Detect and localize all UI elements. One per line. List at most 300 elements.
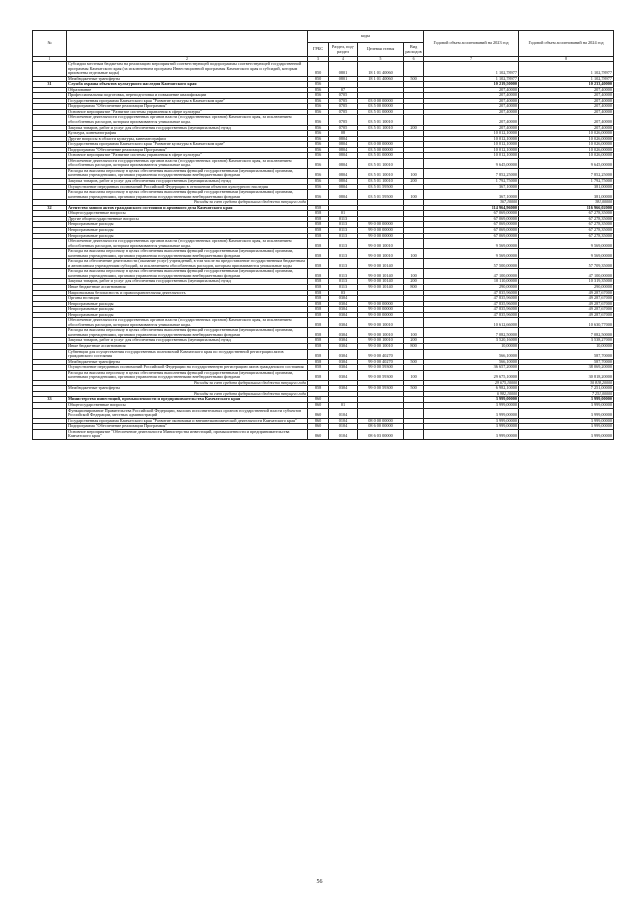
cell-target-article: 99 0 00 00000 (358, 312, 404, 318)
header-num: № (33, 31, 67, 57)
cell-grbs: 860 (308, 397, 329, 403)
cell-amount-2023: 566,10000 (424, 359, 519, 365)
cell-amount-2024: 3 538,27000 (519, 338, 614, 344)
cell-target-article: 99 0 00 00000 (358, 307, 404, 313)
cell-grbs: 856 (308, 82, 329, 88)
header-2023: Годовой объем ассигнований на 2023 год (424, 31, 519, 57)
cell-amount-2024: 587,70000 (519, 359, 614, 365)
cell-amount-2024: 9 645,00000 (519, 158, 614, 168)
row-name: Закупка товаров, работ и услуг для обеспечения государственных (муниципальных) нужд (67, 125, 308, 131)
row-name: Агентство записи актов гражданского состояния и архивного дела Камчатского края (67, 205, 308, 211)
cell-razdel: 0304 (329, 365, 358, 371)
cell-grbs: 858 (308, 318, 329, 328)
cell-expense-type: 200 (404, 125, 424, 131)
cell-razdel: 0801 (329, 76, 358, 82)
cell-amount-2023: 3 999,00000 (424, 408, 519, 418)
cell-amount-2024: 3 999,00000 (519, 424, 614, 430)
cell-razdel: 08 (329, 131, 358, 137)
cell-grbs: 860 (308, 418, 329, 424)
cell-grbs: 856 (308, 131, 329, 137)
header-razdel: Раздел, под-раздел (329, 43, 358, 57)
row-name: Профессиональная подготовка, переподготовка и повышение квалификации (67, 93, 308, 99)
cell-grbs: 858 (308, 343, 329, 349)
cell-expense-type (404, 408, 424, 418)
cell-amount-2024: 9 569,00000 (519, 249, 614, 259)
col-index: 8 (519, 57, 614, 62)
cell-amount-2024: 10 630,77000 (519, 318, 614, 328)
cell-amount-2024: 10 026,00000 (519, 147, 614, 153)
cell-razdel: 0113 (329, 233, 358, 239)
cell-grbs: 858 (308, 284, 329, 290)
cell-amount-2023: 10 012,10000 (424, 131, 519, 137)
cell-grbs: 856 (308, 168, 329, 178)
cell-razdel: 07 (329, 87, 358, 93)
row-name: Расходы на выплаты персоналу в целях обеспечения выполнения функций государственными (муниципальными) органами, казенными учреждениями, органами управления государственными внебюджетными фондами (67, 249, 308, 259)
row-name: Расходы за счет средств федерального бюджета текущего года (67, 380, 308, 386)
cell-expense-type: 200 (404, 338, 424, 344)
cell-amount-2024: 67 278,35000 (519, 227, 614, 233)
cell-target-article: 03 5 01 59500 (358, 184, 404, 190)
row-name: Межбюджетные трансферты (67, 76, 308, 82)
cell-grbs: 860 (308, 424, 329, 430)
col-index: 3 (308, 57, 329, 62)
cell-amount-2024: 49 287,67000 (519, 312, 614, 318)
cell-amount-2023: 3 999,00000 (424, 429, 519, 439)
cell-amount-2023: 207,40000 (424, 93, 519, 99)
cell-amount-2023: 566,10000 (424, 349, 519, 359)
cell-grbs: 858 (308, 301, 329, 307)
cell-grbs: 858 (308, 205, 329, 211)
row-name: Обеспечение деятельности государственных органов власти (государственных органов) Камчатского края, за исключением обособленных расходов, которым присваиваются уникальные коды. (67, 158, 308, 168)
header-csr: Целевая статья (358, 43, 404, 57)
row-name: Государственная программа Камчатского края "Развитие экономики и внешнеэкономической деятельности Камчатского края" (67, 418, 308, 424)
cell-amount-2024: 7 852,25000 (519, 168, 614, 178)
cell-amount-2024: 10 026,00000 (519, 131, 614, 137)
cell-target-article: 99 0 00 10010 (358, 318, 404, 328)
cell-amount-2023: 207,40000 (424, 98, 519, 104)
row-name: Другие вопросы в области культуры, кинематографии (67, 136, 308, 142)
row-name: Обеспечение деятельности государственных органов власти (государственных органов) Камчатского края, за исключением обособленных расходов, которым присваиваются уникальные коды. (67, 318, 308, 328)
cell-amount-2023: 7 852,25000 (424, 168, 519, 178)
cell-amount-2024: 38 069,20000 (519, 365, 614, 371)
cell-amount-2023: 10 012,10000 (424, 153, 519, 159)
cell-grbs: 858 (308, 216, 329, 222)
header-grbs: ГРБС (308, 43, 329, 57)
cell-razdel: 0113 (329, 284, 358, 290)
row-name: Общегосударственные вопросы (67, 403, 308, 409)
cell-razdel: 0104 (329, 424, 358, 430)
cell-razdel: 0804 (329, 168, 358, 178)
cell-target-article: 08 6 03 00000 (358, 429, 404, 439)
table-row (33, 168, 614, 178)
row-name: Расходы на выплаты персоналу в целях обеспечения выполнения функций государственными (муниципальными) органами, казенными учреждениями, органами управления государственными внебюджетными фондами (67, 168, 308, 178)
cell-amount-2024: 3 999,00000 (519, 418, 614, 424)
cell-amount-2023: 207,40000 (424, 115, 519, 125)
cell-amount-2023: 47 835,96000 (424, 307, 519, 313)
row-name: Расходы на выплаты персоналу в целях обеспечения выполнения функций государственными (муниципальными) органами, казенными учреждениями, органами управления государственными внебюджетными фондами (67, 328, 308, 338)
cell-target-article: 08 0 00 00000 (358, 418, 404, 424)
row-number: 33 (33, 397, 67, 403)
cell-target-article: 18 1 01 40060 (358, 76, 404, 82)
row-number (33, 429, 67, 439)
cell-amount-2023: 1 102,78977 (424, 62, 519, 77)
cell-amount-2024: 49 287,67000 (519, 290, 614, 296)
cell-amount-2024: 49 287,67000 (519, 296, 614, 302)
cell-razdel: 0304 (329, 312, 358, 318)
cell-amount-2023: 10 110,00000 (424, 279, 519, 285)
cell-razdel: 0304 (329, 386, 358, 392)
table-row (33, 370, 614, 380)
row-name: Иные бюджетные ассигнования (67, 343, 308, 349)
cell-razdel: 0104 (329, 429, 358, 439)
cell-amount-2023: 67 069,00000 (424, 222, 519, 228)
row-number (33, 269, 67, 279)
cell-grbs: 858 (308, 312, 329, 318)
row-number (33, 408, 67, 418)
cell-target-article: 03 5 01 59500 (358, 190, 404, 200)
cell-expense-type: 100 (404, 168, 424, 178)
cell-target-article: 03 5 01 10010 (358, 115, 404, 125)
row-name: Министерство инвестиций, промышленности и предпринимательства Камчатского края (67, 397, 308, 403)
cell-expense-type (404, 158, 424, 168)
table-row (33, 249, 614, 259)
table-row (33, 349, 614, 359)
cell-target-article: 03 0 00 00000 (358, 98, 404, 104)
cell-target-article: 99 0 00 10010 (358, 343, 404, 349)
header-2024: Годовой объем ассигнований на 2024 год (519, 31, 614, 57)
cell-amount-2023: 10 219,50000 (424, 82, 519, 88)
table-row (33, 269, 614, 279)
cell-razdel: 0304 (329, 301, 358, 307)
cell-amount-2024: 7 082,50000 (519, 328, 614, 338)
cell-target-article: 99 0 00 10140 (358, 284, 404, 290)
cell-amount-2023: 1 792,75000 (424, 179, 519, 185)
cell-grbs: 858 (308, 233, 329, 239)
table-body (33, 62, 614, 440)
table-row (33, 115, 614, 125)
cell-amount-2023: 9 645,00000 (424, 158, 519, 168)
cell-amount-2023: 207,40000 (424, 109, 519, 115)
row-name: Осуществление переданных полномочий Российской Федерации на государственную регистрацию актов гражданского состояния (67, 365, 308, 371)
cell-amount-2024: 207,40000 (519, 87, 614, 93)
row-name: Подпрограмма "Обеспечение реализации Программы" (67, 104, 308, 110)
row-name: Основное мероприятие "Развитие системы управления в сфере культуры" (67, 153, 308, 159)
cell-amount-2024: 67 278,35000 (519, 222, 614, 228)
cell-grbs: 860 (308, 408, 329, 418)
cell-amount-2023: 290,00000 (424, 284, 519, 290)
row-name: Межбюджетные трансферты (67, 386, 308, 392)
header-vid: Вид расходов (404, 43, 424, 57)
cell-razdel: 0705 (329, 98, 358, 104)
row-name: Расходы за счет средств федерального бюджета текущего года (67, 200, 308, 206)
row-name: Государственная программа Камчатского края "Развитие культуры в Камчатском крае" (67, 98, 308, 104)
row-number: 31 (33, 82, 67, 88)
cell-amount-2023: 1 102,78977 (424, 76, 519, 82)
cell-razdel: 0113 (329, 227, 358, 233)
cell-grbs: 856 (308, 125, 329, 131)
col-index: 4 (329, 57, 358, 62)
cell-razdel: 0304 (329, 328, 358, 338)
cell-razdel: 0304 (329, 370, 358, 380)
table-row (33, 259, 614, 269)
row-name: Расходы на обеспечение деятельности (оказание услуг) учреждений, в том числе на предоставление государственным бюджетным и автономным учреждениям субсидий, за исключением обособленных расходов, которым присваиваются уникальные коды (67, 259, 308, 269)
cell-expense-type: 500 (404, 76, 424, 82)
cell-razdel: 0304 (329, 296, 358, 302)
cell-amount-2023: 3 999,00000 (424, 397, 519, 403)
row-number: 32 (33, 205, 67, 211)
cell-amount-2024: 67 278,35000 (519, 233, 614, 239)
cell-grbs: 858 (308, 370, 329, 380)
cell-amount-2023: 3 999,00000 (424, 418, 519, 424)
cell-target-article (358, 408, 404, 418)
table-row (33, 62, 614, 77)
cell-amount-2023: 367,10000 (424, 184, 519, 190)
cell-amount-2024: 30 818,20000 (519, 380, 614, 386)
cell-grbs: 858 (308, 359, 329, 365)
cell-amount-2024: 3 999,00000 (519, 408, 614, 418)
row-number (33, 190, 67, 200)
row-name: Обеспечение деятельности государственных органов власти (государственных органов) Камчатского края, за исключением обособленных расходов, которым присваиваются уникальные коды. (67, 115, 308, 125)
cell-amount-2024: 207,40000 (519, 125, 614, 131)
cell-amount-2024: 587,70000 (519, 349, 614, 359)
cell-razdel: 0104 (329, 418, 358, 424)
cell-expense-type (404, 62, 424, 77)
row-name: Закупка товаров, работ и услуг для обеспечения государственных (муниципальных) нужд (67, 179, 308, 185)
row-number (33, 168, 67, 178)
cell-grbs: 856 (308, 153, 329, 159)
cell-razdel: 0113 (329, 249, 358, 259)
cell-grbs: 860 (308, 429, 329, 439)
cell-grbs: 856 (308, 184, 329, 190)
cell-target-article: 03 5 01 10010 (358, 158, 404, 168)
cell-amount-2023: 9 569,00000 (424, 239, 519, 249)
row-name: Органы юстиции (67, 296, 308, 302)
row-name: Закупка товаров, работ и услуг для обеспечения государственных (муниципальных) нужд (67, 279, 308, 285)
cell-target-article: 99 0 00 59300 (358, 365, 404, 371)
cell-amount-2023: 10 012,10000 (424, 136, 519, 142)
cell-amount-2024: 10,00000 (519, 343, 614, 349)
cell-target-article: 03 5 01 10010 (358, 179, 404, 185)
cell-target-article: 99 0 00 00000 (358, 233, 404, 239)
row-name: Непрограммные расходы (67, 312, 308, 318)
table-row (33, 239, 614, 249)
cell-amount-2023: 67 069,00000 (424, 227, 519, 233)
col-index: 2 (67, 57, 308, 62)
cell-razdel: 0304 (329, 318, 358, 328)
cell-amount-2024: 3 999,00000 (519, 429, 614, 439)
cell-target-article: 99 0 00 59300 (358, 386, 404, 392)
row-name: Национальная безопасность и правоохранительная деятельность (67, 290, 308, 296)
cell-target-article: 03 5 01 10010 (358, 125, 404, 131)
cell-amount-2023: 47 835,96000 (424, 301, 519, 307)
cell-amount-2024: 10 026,00000 (519, 136, 614, 142)
row-name: Расходы на выплаты персоналу в целях обеспечения выполнения функций государственными (муниципальными) органами, казенными учреждениями, органами управления государственными внебюджетными фондами (67, 370, 308, 380)
cell-amount-2023: 3 999,00000 (424, 424, 519, 430)
cell-amount-2023: 3 999,00000 (424, 403, 519, 409)
row-number (33, 115, 67, 125)
table-row (33, 158, 614, 168)
cell-amount-2024: 207,40000 (519, 109, 614, 115)
row-number (33, 259, 67, 269)
cell-grbs: 858 (308, 328, 329, 338)
cell-amount-2023: 10 012,10000 (424, 147, 519, 153)
table-row (33, 318, 614, 328)
cell-grbs: 858 (308, 365, 329, 371)
cell-razdel: 01 (329, 403, 358, 409)
cell-razdel: 0804 (329, 153, 358, 159)
cell-amount-2023: 67 069,00000 (424, 211, 519, 217)
col-index: 7 (424, 57, 519, 62)
cell-amount-2024: 207,40000 (519, 115, 614, 125)
row-name: Служба охраны объектов культурного наследия Камчатского края (67, 82, 308, 88)
cell-target-article: 03 5 01 00000 (358, 109, 404, 115)
cell-grbs: 858 (308, 338, 329, 344)
cell-grbs: 850 (308, 62, 329, 77)
cell-razdel: 0804 (329, 136, 358, 142)
col-index: 5 (358, 57, 404, 62)
cell-amount-2023: 47 100,00000 (424, 269, 519, 279)
cell-expense-type (404, 239, 424, 249)
cell-expense-type (404, 429, 424, 439)
cell-expense-type: 200 (404, 179, 424, 185)
row-name: Общегосударственные вопросы (67, 211, 308, 217)
row-name: Расходы на выплаты персоналу в целях обеспечения выполнения функций государственными (муниципальными) органами, казенными учреждениями, органами управления государственными внебюджетными фондами (67, 269, 308, 279)
row-name: Субсидии местным бюджетам на реализацию мероприятий соответствующей подпрограммы соответствующей государственной программы Камчатского края (за исключением программ Инвестиционной программы Камчатского края и субсидий, которым присвоены отдельные коды) (67, 62, 308, 77)
cell-target-article: 03 5 01 00000 (358, 153, 404, 159)
cell-target-article: 03 5 00 00000 (358, 147, 404, 153)
row-number (33, 239, 67, 249)
cell-amount-2024: 7 251,00000 (519, 391, 614, 397)
row-name: Непрограммные расходы (67, 307, 308, 313)
page-number: 56 (316, 879, 323, 885)
row-name: Закупка товаров, работ и услуг для обеспечения государственных (муниципальных) нужд (67, 338, 308, 344)
cell-target-article: 99 0 00 10010 (358, 239, 404, 249)
cell-amount-2023: 29 675,10000 (424, 380, 519, 386)
col-index: 6 (404, 57, 424, 62)
cell-amount-2024: 10 233,40000 (519, 82, 614, 88)
cell-amount-2024: 49 287,67000 (519, 307, 614, 313)
cell-amount-2024: 9 569,00000 (519, 239, 614, 249)
budget-table (32, 30, 614, 440)
cell-razdel: 0113 (329, 239, 358, 249)
cell-amount-2024: 290,00000 (519, 284, 614, 290)
cell-target-article: 99 0 00 40270 (358, 359, 404, 365)
row-name: Подпрограмма "Обеспечение реализации Программы" (67, 147, 308, 153)
table-row (33, 328, 614, 338)
cell-grbs: 858 (308, 211, 329, 217)
cell-target-article: 99 0 00 10010 (358, 328, 404, 338)
cell-amount-2023: 367,10000 (424, 200, 519, 206)
row-name: Иные бюджетные ассигнования (67, 284, 308, 290)
cell-grbs: 858 (308, 249, 329, 259)
row-name: Функционирование Правительства Российской Федерации, высших исполнительных органов государственной власти субъектов Российской Федерации, местных администраций (67, 408, 308, 418)
cell-amount-2023: 67 069,00000 (424, 216, 519, 222)
cell-amount-2023: 9 569,00000 (424, 249, 519, 259)
cell-razdel: 0804 (329, 147, 358, 153)
cell-target-article: 03 0 00 00000 (358, 142, 404, 148)
cell-grbs: 850 (308, 76, 329, 82)
cell-grbs: 858 (308, 307, 329, 313)
cell-amount-2023: 36 657,20000 (424, 365, 519, 371)
cell-razdel: 0804 (329, 158, 358, 168)
cell-razdel: 0705 (329, 104, 358, 110)
row-number (33, 158, 67, 168)
cell-amount-2023: 47 835,96000 (424, 296, 519, 302)
cell-grbs: 856 (308, 147, 329, 153)
cell-razdel: 0801 (329, 62, 358, 77)
cell-expense-type: 200 (404, 279, 424, 285)
row-name: Обеспечение деятельности государственных органов власти (государственных органов) Камчатского края, за исключением обособленных расходов, которым присваиваются уникальные коды. (67, 239, 308, 249)
cell-razdel: 0104 (329, 408, 358, 418)
cell-grbs: 858 (308, 222, 329, 228)
cell-razdel: 0113 (329, 216, 358, 222)
row-name: Непрограммные расходы (67, 233, 308, 239)
cell-expense-type (404, 318, 424, 328)
cell-amount-2024: 116 966,02000 (519, 205, 614, 211)
cell-expense-type: 100 (404, 370, 424, 380)
cell-expense-type: 500 (404, 386, 424, 392)
cell-razdel: 0304 (329, 307, 358, 313)
cell-amount-2023: 3 520,16000 (424, 338, 519, 344)
cell-amount-2024: 67 278,35000 (519, 211, 614, 217)
row-name: Основное мероприятие "Обеспечение деятельности Министерства инвестиций, промышленности и предпринимательства Камчатского края" (67, 429, 308, 439)
cell-razdel: 03 (329, 290, 358, 296)
row-number (33, 328, 67, 338)
cell-amount-2023: 10 012,10000 (424, 142, 519, 148)
cell-razdel: 0804 (329, 142, 358, 148)
cell-amount-2023: 47 835,96000 (424, 290, 519, 296)
cell-razdel: 0804 (329, 190, 358, 200)
cell-amount-2023: 6 982,10000 (424, 386, 519, 392)
cell-target-article: 99 0 00 10140 (358, 259, 404, 269)
cell-razdel: 0304 (329, 349, 358, 359)
row-name: Непрограммные расходы (67, 301, 308, 307)
cell-expense-type (404, 259, 424, 269)
row-name: Расходы за счет средств федерального бюджета текущего года (67, 391, 308, 397)
cell-expense-type: 100 (404, 328, 424, 338)
cell-grbs: 856 (308, 158, 329, 168)
cell-amount-2024: 49 287,67000 (519, 301, 614, 307)
row-name: Образование (67, 87, 308, 93)
col-index: 1 (33, 57, 67, 62)
row-name: Непрограммные расходы (67, 227, 308, 233)
cell-amount-2024: 207,40000 (519, 104, 614, 110)
cell-target-article: 99 0 00 10140 (358, 279, 404, 285)
cell-expense-type (404, 115, 424, 125)
cell-grbs: 856 (308, 104, 329, 110)
cell-amount-2023: 10 612,66000 (424, 318, 519, 328)
cell-expense-type: 100 (404, 269, 424, 279)
row-name: Осуществление переданных полномочий Российской Федерации в отношении объектов культурного наследия (67, 184, 308, 190)
cell-amount-2023: 10,00000 (424, 343, 519, 349)
cell-amount-2023: 57 500,00000 (424, 259, 519, 269)
row-name: Государственная программа Камчатского края "Развитие культуры в Камчатском крае" (67, 142, 308, 148)
cell-razdel: 0304 (329, 338, 358, 344)
cell-amount-2024: 57 709,35000 (519, 259, 614, 269)
cell-grbs: 856 (308, 190, 329, 200)
cell-razdel: 0304 (329, 343, 358, 349)
row-name: Субвенции для осуществления государственных полномочий Камчатского края по государственной регистрации актов гражданского состояния (67, 349, 308, 359)
cell-amount-2023: 7 082,50000 (424, 328, 519, 338)
row-name: Расходы на выплаты персоналу в целях обеспечения выполнения функций государственными (муниципальными) органами, казенными учреждениями, органами управления государственными внебюджетными фондами (67, 190, 308, 200)
cell-grbs: 860 (308, 403, 329, 409)
cell-amount-2023: 47 835,96000 (424, 312, 519, 318)
header-codes: коды (308, 31, 424, 43)
cell-target-article: 99 0 00 40270 (358, 349, 404, 359)
cell-razdel: 01 (329, 211, 358, 217)
cell-grbs: 858 (308, 349, 329, 359)
cell-grbs: 856 (308, 87, 329, 93)
